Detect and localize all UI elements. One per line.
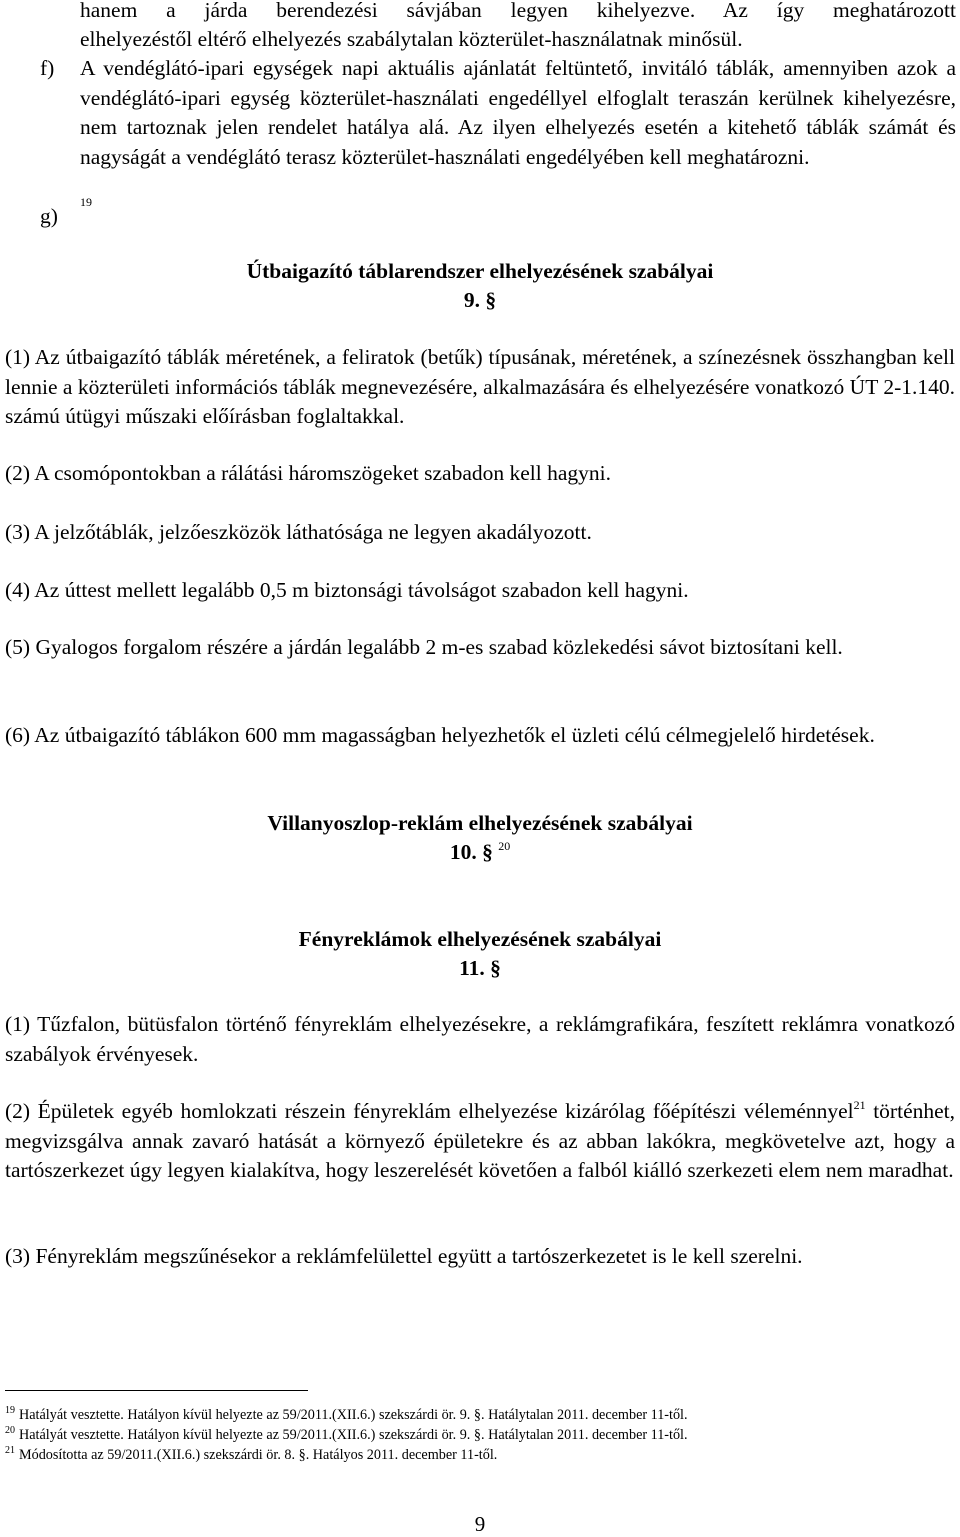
section-9-paragraph-6: (6) Az útbaigazító táblákon 600 mm magasságban helyezhetők el üzleti célú célmegjelelő hirdetések.	[5, 723, 875, 747]
footnote-21	[5, 1447, 497, 1464]
section-9-paragraph-1: (1) Az útbaigazító táblák méretének, a feliratok (betűk) típusának, méretének, a színezésnek összhangban kell lennie a közterületi információs táblák megnevezésére, alkalmazására és elhelyezésére vonatkozó ÚT 2-1.140. számú útügyi műszaki előírásban foglaltakkal.	[5, 345, 955, 428]
section-11-number: 11. §	[459, 956, 501, 980]
page-number: 9	[474, 1512, 486, 1536]
footnote-20-number: 20	[5, 1425, 15, 1436]
footnote-19-text: Hatályát vesztette. Hatályon kívül helyezte az 59/2011.(XII.6.) szekszárdi ör. 9. §. Hatálytalan 2011. december 11-től.	[19, 1407, 688, 1423]
section-9-number: 9. §	[463, 288, 497, 312]
section-10-number	[0, 838, 960, 867]
section-11-paragraph-3: (3) Fényreklám megszűnésekor a reklámfelülettel együtt a tartószerkezetet is le kell szerelni.	[5, 1244, 803, 1268]
section-11-paragraph-1: (1) Tűzfalon, bütüsfalon történő fényreklám elhelyezésekre, a reklámgrafikára, feszített reklámra vonatkozó szabályok érvényesek.	[5, 1012, 955, 1066]
footnote-19	[5, 1407, 688, 1424]
point-e-continuation-line1: hanem a járda berendezési sávjában legyen kihelyezve. Az így meghatározott	[80, 0, 956, 22]
point-g-label: g)	[40, 204, 58, 228]
point-f-label: f)	[40, 56, 55, 80]
section-10-title: Villanyoszlop-reklám elhelyezésének szabályai	[267, 811, 693, 835]
section-11-title: Fényreklámok elhelyezésének szabályai	[298, 927, 662, 951]
section-9-title: Útbaigazító táblarendszer elhelyezésének szabályai	[246, 259, 714, 283]
point-g-footnote-ref: 19	[80, 195, 92, 209]
section-9-paragraph-2: (2) A csomópontokban a rálátási háromszögeket szabadon kell hagyni.	[5, 461, 612, 485]
section-11-footnote-ref: 21	[853, 1098, 866, 1112]
section-11-paragraph-2	[5, 1097, 955, 1186]
point-e-continuation-line2: elhelyezéstől eltérő elhelyezés szabálytalan közterület-használatnak minősül.	[80, 27, 743, 51]
point-f-text: A vendéglátó-ipari egységek napi aktuális ajánlatát feltüntető, invitáló táblák, amennyiben azok a vendéglátó-ipari egység közterület-használati engedéllyel elfoglalt teraszán kerülnek kihelyezésre, nem tartoznak jelen rendelet hatálya alá. Az ilyen elhelyezés esetén a kitehető táblák számát és nagyságát a vendéglátó terasz közterület-használati engedélyében kell meghatározni.	[80, 56, 956, 169]
section-11-paragraph-2-part-b: történhet, megvizsgálva annak zavaró hatását a környező épületekre és az abban lakókra, megkövetelve azt, hogy a tartószerkezet úgy legyen kialakítva, hogy leszerelését követően a falból kiálló szerkezeti elem nem maradhat.	[5, 1099, 956, 1182]
footnote-19-number: 19	[5, 1405, 15, 1416]
section-9-paragraph-3: (3) A jelzőtáblák, jelzőeszközök láthatósága ne legyen akadályozott.	[5, 520, 592, 544]
section-9-paragraph-5: (5) Gyalogos forgalom részére a járdán legalább 2 m-es szabad közlekedési sávot biztosítani kell.	[5, 635, 843, 659]
section-10-footnote-ref: 20	[498, 839, 511, 853]
section-11-paragraph-2-part-a: (2) Épületek egyéb homlokzati részein fényreklám elhelyezése kizárólag főépítészi véleménnyel	[5, 1099, 854, 1123]
section-10-number-text: 10. §	[449, 840, 493, 864]
section-9-paragraph-4: (4) Az úttest mellett legalább 0,5 m biztonsági távolságot szabadon kell hagyni.	[5, 578, 689, 602]
footnote-21-number: 21	[5, 1445, 15, 1456]
footnote-separator	[5, 1390, 308, 1391]
footnote-21-text: Módosította az 59/2011.(XII.6.) szekszárdi ör. 8. §. Hatályos 2011. december 11-től.	[19, 1447, 498, 1463]
footnote-20-text: Hatályát vesztette. Hatályon kívül helyezte az 59/2011.(XII.6.) szekszárdi ör. 9. §. Hatálytalan 2011. december 11-től.	[19, 1427, 688, 1443]
footnote-20	[5, 1427, 688, 1444]
